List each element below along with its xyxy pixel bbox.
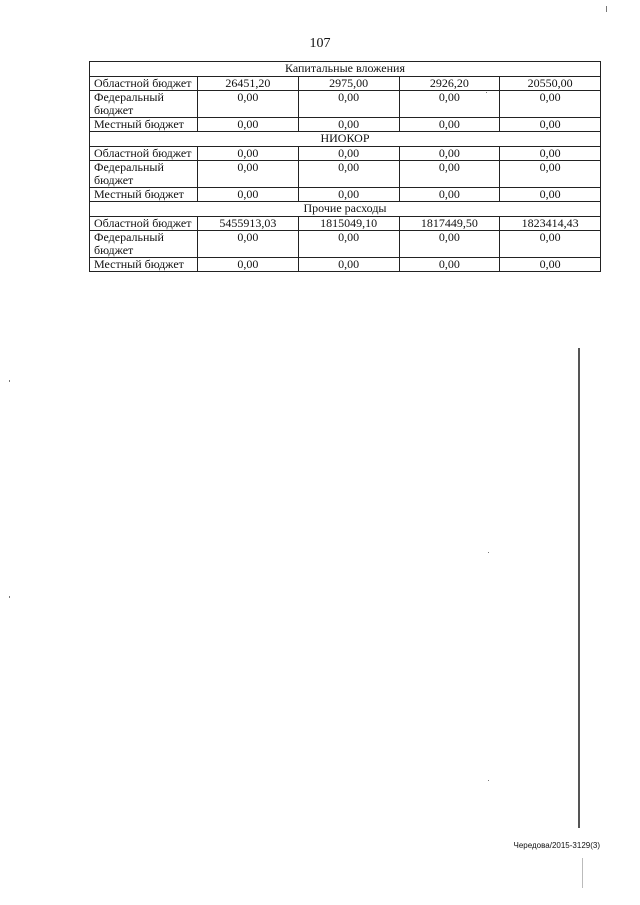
table-cell: 0,00 — [399, 258, 500, 272]
table-cell: 0,00 — [500, 118, 601, 132]
table-row — [90, 161, 601, 188]
table-cell: 1815049,10 — [298, 217, 399, 231]
table-cell: 0,00 — [399, 147, 500, 161]
table-row — [90, 118, 601, 132]
section-header-row — [90, 132, 601, 147]
table-cell: 0,00 — [399, 161, 500, 188]
table-row — [90, 77, 601, 91]
scan-speck — [9, 596, 10, 598]
table-cell: 2926,20 — [399, 77, 500, 91]
table-cell: 0,00 — [500, 91, 601, 118]
table-cell: 1823414,43 — [500, 217, 601, 231]
table-row — [90, 147, 601, 161]
table-cell: 0,00 — [198, 231, 299, 258]
section-title: Капитальные вложения — [90, 62, 601, 77]
scan-speck — [582, 858, 583, 888]
table-cell: 0,00 — [500, 161, 601, 188]
table-cell: 0,00 — [399, 118, 500, 132]
table-cell: 0,00 — [399, 91, 500, 118]
scan-speck — [9, 380, 10, 382]
table-cell: 0,00 — [399, 231, 500, 258]
scan-speck — [488, 552, 489, 553]
table-row — [90, 91, 601, 118]
row-label: Федеральный бюджет — [90, 91, 198, 118]
scan-speck — [486, 92, 487, 93]
table-cell: 0,00 — [298, 161, 399, 188]
table-cell: 0,00 — [298, 118, 399, 132]
scan-speck — [606, 6, 607, 12]
table-cell: 0,00 — [500, 188, 601, 202]
table-cell: 0,00 — [198, 161, 299, 188]
table-cell: 0,00 — [298, 188, 399, 202]
table-cell: 0,00 — [500, 147, 601, 161]
table-cell: 0,00 — [198, 91, 299, 118]
document-id: Чередова/2015-3129(3) — [513, 841, 600, 850]
row-label: Федеральный бюджет — [90, 231, 198, 258]
budget-table — [89, 61, 601, 272]
table-cell: 0,00 — [298, 91, 399, 118]
table-row — [90, 188, 601, 202]
table-cell: 26451,20 — [198, 77, 299, 91]
scan-artifact-line — [578, 348, 580, 828]
section-title: Прочие расходы — [90, 202, 601, 217]
table-cell: 0,00 — [198, 258, 299, 272]
table-cell: 5455913,03 — [198, 217, 299, 231]
table-cell: 0,00 — [399, 188, 500, 202]
table-cell: 0,00 — [198, 118, 299, 132]
table-cell: 0,00 — [298, 231, 399, 258]
row-label: Местный бюджет — [90, 258, 198, 272]
table-row — [90, 231, 601, 258]
table-cell: 0,00 — [500, 258, 601, 272]
table-cell: 0,00 — [298, 147, 399, 161]
table-row — [90, 258, 601, 272]
table-cell: 0,00 — [198, 188, 299, 202]
row-label: Областной бюджет — [90, 147, 198, 161]
table-cell: 20550,00 — [500, 77, 601, 91]
section-header-row — [90, 62, 601, 77]
row-label: Местный бюджет — [90, 188, 198, 202]
section-title: НИОКОР — [90, 132, 601, 147]
table-cell: 1817449,50 — [399, 217, 500, 231]
section-header-row — [90, 202, 601, 217]
table-cell: 0,00 — [500, 231, 601, 258]
table-cell: 0,00 — [298, 258, 399, 272]
table-row — [90, 217, 601, 231]
page-number: 107 — [309, 36, 331, 51]
row-label: Областной бюджет — [90, 217, 198, 231]
table-cell: 2975,00 — [298, 77, 399, 91]
table-cell: 0,00 — [198, 147, 299, 161]
scan-speck — [488, 780, 489, 781]
row-label: Областной бюджет — [90, 77, 198, 91]
row-label: Местный бюджет — [90, 118, 198, 132]
row-label: Федеральный бюджет — [90, 161, 198, 188]
